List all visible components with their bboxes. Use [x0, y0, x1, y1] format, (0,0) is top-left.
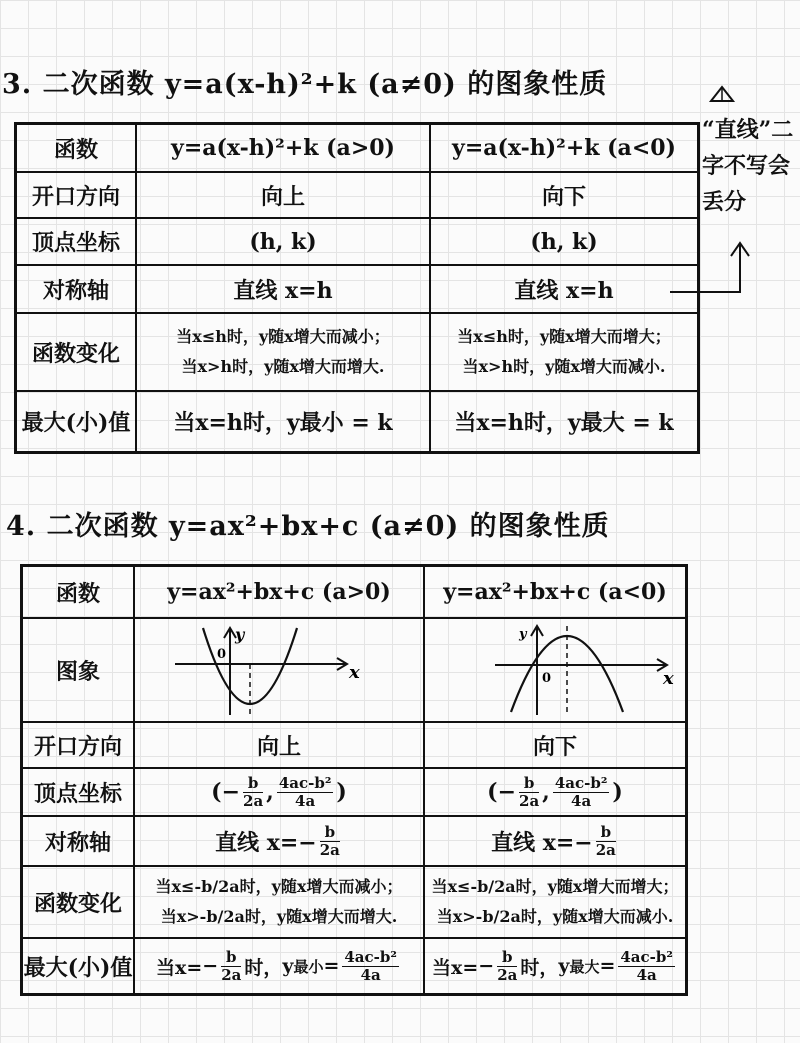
header-a-positive: y=a(x-h)²+k (a>0): [137, 125, 431, 171]
origin-label: 0: [542, 671, 552, 686]
monotonicity-pos-line1: 当x≤h时，y随x增大而减小；: [176, 327, 390, 346]
origin-label: 0: [217, 647, 227, 662]
extremum-pos: 当x= − $\frac{b}{2a}$ 时， y 最小 = $\frac{\text{4ac-b²}}{4a}$: [135, 939, 425, 993]
row-label-monotonicity: 函数变化: [23, 867, 135, 937]
table-vertex-form: [14, 122, 700, 454]
monotonicity-pos-line1: 当x≤-b/2a时，y随x增大而减小；: [155, 877, 403, 896]
monotonicity-neg-line2: 当x>-b/2a时，y随x增大而减小.: [436, 907, 674, 926]
table-general-form: [20, 564, 688, 996]
monotonicity-neg-line2: 当x>h时，y随x增大而减小.: [462, 357, 666, 376]
table-row: [23, 817, 685, 867]
row-label-monotonicity: 函数变化: [17, 314, 137, 390]
header-a-negative: y=a(x-h)²+k (a<0): [452, 135, 676, 161]
table-row: [17, 314, 697, 392]
fraction-extremum: $\frac{\text{4ac-b²}}{4a}$: [620, 947, 673, 984]
row-label-axis: 对称轴: [17, 266, 137, 312]
monotonicity-neg: [431, 314, 697, 390]
fraction-b-2a: $\frac{b}{2a}$: [243, 773, 264, 810]
header-function: 函数: [17, 125, 137, 171]
table-row: [17, 219, 697, 266]
header-function: 函数: [23, 567, 135, 617]
opening-down: 向下: [532, 733, 577, 760]
axis-neg: 直线 x=− $\frac{b}{2a}$: [491, 822, 616, 859]
monotonicity-neg-line1: 当x≤h时，y随x增大而增大；: [457, 327, 671, 346]
section-3-title: 3. 二次函数 y=a(x-h)²+k (a≠0) 的图象性质: [2, 69, 608, 100]
table-row: [23, 769, 685, 817]
y-axis-label: y: [235, 625, 245, 644]
vertex-pos: (h, k): [137, 219, 431, 264]
monotonicity-pos-line2: 当x>-b/2a时，y随x增大而增大.: [160, 907, 398, 926]
row-label-vertex: 顶点坐标: [23, 769, 135, 815]
fraction-b-2a: $\frac{b}{2a}$: [319, 822, 340, 859]
row-label-opening: 开口方向: [17, 173, 137, 217]
x-axis-label: x: [349, 662, 360, 683]
extremum-pos: 当x=h时，y最小 = k: [137, 392, 431, 451]
row-label-graph: 图象: [23, 619, 135, 721]
extremum-neg: 当x= − $\frac{b}{2a}$ 时， y 最大 = $\frac{\text{4ac-b²}}{4a}$: [432, 947, 673, 984]
table-row: [17, 173, 697, 219]
table-header-row: [23, 567, 685, 619]
table-row: [17, 392, 697, 451]
fraction-b-2a: $\frac{b}{2a}$: [519, 773, 540, 810]
row-label-extremum: 最大(小)值: [17, 392, 137, 451]
vertex-neg: (h, k): [530, 228, 598, 255]
monotonicity-neg-line1: 当x≤-b/2a时，y随x增大而增大；: [431, 877, 679, 896]
triangle-mark-icon: [708, 84, 736, 104]
monotonicity-neg: [425, 867, 685, 937]
row-label-vertex: 顶点坐标: [17, 219, 137, 264]
table-row: [23, 723, 685, 769]
opening-up: 向上: [137, 173, 431, 217]
monotonicity-pos-line2: 当x>h时，y随x增大而增大.: [181, 357, 385, 376]
axis-neg: 直线 x=h: [514, 277, 614, 304]
table-row: [17, 266, 697, 314]
fraction-b-2a: $\frac{b}{2a}$: [595, 822, 616, 859]
header-a-negative: y=ax²+bx+c (a<0): [443, 579, 667, 605]
axis-pos: 直线 x=− $\frac{b}{2a}$: [135, 817, 425, 865]
fraction-b-2a: $\frac{b}{2a}$: [497, 947, 518, 984]
parabola-up-graph: [135, 620, 423, 720]
fraction-vertex-y: 4ac-b² 4a: [554, 773, 608, 810]
fraction-extremum: $\frac{\text{4ac-b²}}{4a}$: [344, 947, 397, 984]
table-row: [23, 619, 685, 723]
x-axis-label: x: [663, 668, 674, 689]
parabola-down-graph: [425, 620, 685, 720]
header-a-positive: y=ax²+bx+c (a>0): [135, 567, 425, 617]
axis-pos: 直线 x=h: [137, 266, 431, 312]
graph-cell-neg: [425, 619, 685, 721]
opening-up: 向上: [135, 723, 425, 767]
side-note: “直线”二字不写会丢分: [702, 117, 794, 215]
vertex-neg: ( − $\frac{b}{2a}$ , 4ac-b² 4a ): [487, 773, 623, 810]
fraction-b-2a: $\frac{b}{2a}$: [221, 947, 242, 984]
row-label-extremum: 最大(小)值: [23, 939, 135, 993]
table-row: [23, 939, 685, 993]
fraction-vertex-y: 4ac-b² 4a: [278, 773, 332, 810]
y-axis-label: y: [519, 627, 527, 642]
monotonicity-pos: [135, 867, 425, 937]
monotonicity-pos: [137, 314, 431, 390]
row-label-axis: 对称轴: [23, 817, 135, 865]
table-row: [23, 867, 685, 939]
extremum-neg: 当x=h时，y最大 = k: [454, 410, 674, 436]
table-header-row: [17, 125, 697, 173]
graph-cell-pos: [135, 619, 425, 721]
vertex-pos: ( − $\frac{b}{2a}$ , 4ac-b² 4a ): [135, 769, 425, 815]
row-label-opening: 开口方向: [23, 723, 135, 767]
opening-down: 向下: [541, 183, 586, 210]
section-4-title: 4. 二次函数 y=ax²+bx+c (a≠0) 的图象性质: [6, 511, 610, 542]
